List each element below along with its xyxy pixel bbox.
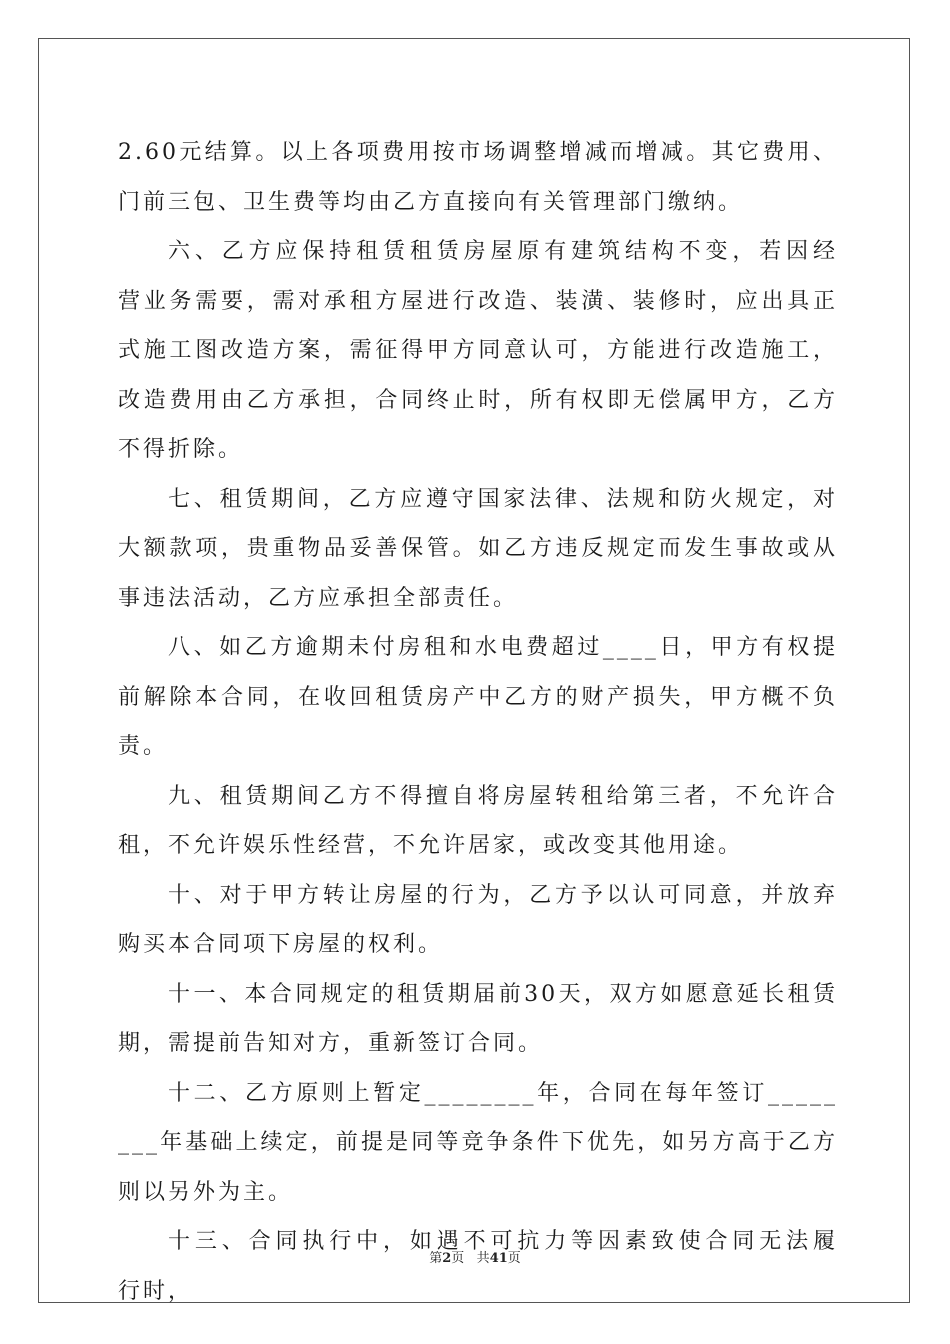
paragraph-clause-6: 六、乙方应保持租赁租赁房屋原有建筑结构不变，若因经 营业务需要，需对承租方屋进行改造、装潢、装修时，应出具正式施工图改造方案，需征得甲方同意认可，方能进行改造施工，改造费用由乙方承担，合同终止时，所有权即无偿属甲方，乙方不得折除。 — [118, 239, 864, 462]
paragraph-fee-settlement: 2.60元结算。以上各项费用按市场调整增减而增减。其它费用、门前三包、卫生费等均由乙方直接向有关管理部门缴纳。 — [118, 140, 838, 215]
page-prefix: 第 — [429, 1251, 443, 1266]
total-pages: 41 — [489, 1251, 508, 1266]
page-number: 2 — [442, 1251, 452, 1266]
paragraph-clause-9: 九、租赁期间乙方不得擅自将房屋转租给第三者，不允许合租，不允许娱乐性经营，不允许居家，或改变其他用途。 — [118, 783, 838, 858]
paragraph-clause-8: 八、如乙方逾期未付房租和水电费超过____日，甲方有权提前解除本合同，在收回租赁房产中乙方的财产损失，甲方概不负责。 — [118, 635, 838, 759]
paragraph-clause-10: 十、对于甲方转让房屋的行为，乙方予以认可同意，并放弃购买本合同项下房屋的权利。 — [118, 882, 838, 957]
paragraph-clause-12: 十二、乙方原则上暂定________年，合同在每年签订________年基础上续定，前提是同等竞争条件下优先，如另方高于乙方则以另外为主。 — [118, 1080, 838, 1205]
paragraph-clause-13: 十三、合同执行中，如遇不可抗力等因素致使合同无法履 行时， — [118, 1229, 864, 1304]
page-footer — [0, 1247, 950, 1266]
paragraph-clause-11: 十一、本合同规定的租赁期届前30天，双方如愿意延长租赁期，需提前告知对方，重新签订合同。 — [118, 981, 838, 1056]
page-suffix: 页 — [451, 1251, 465, 1266]
paragraph-clause-7: 七、租赁期间，乙方应遵守国家法律、法规和防火规定，对大额款项，贵重物品妥善保管。如乙方违反规定而发生事故或从事违法活动，乙方应承担全部责任。 — [118, 486, 838, 611]
document-body — [118, 128, 864, 1316]
total-suffix: 页 — [507, 1251, 521, 1266]
total-prefix: 共 — [476, 1251, 490, 1266]
